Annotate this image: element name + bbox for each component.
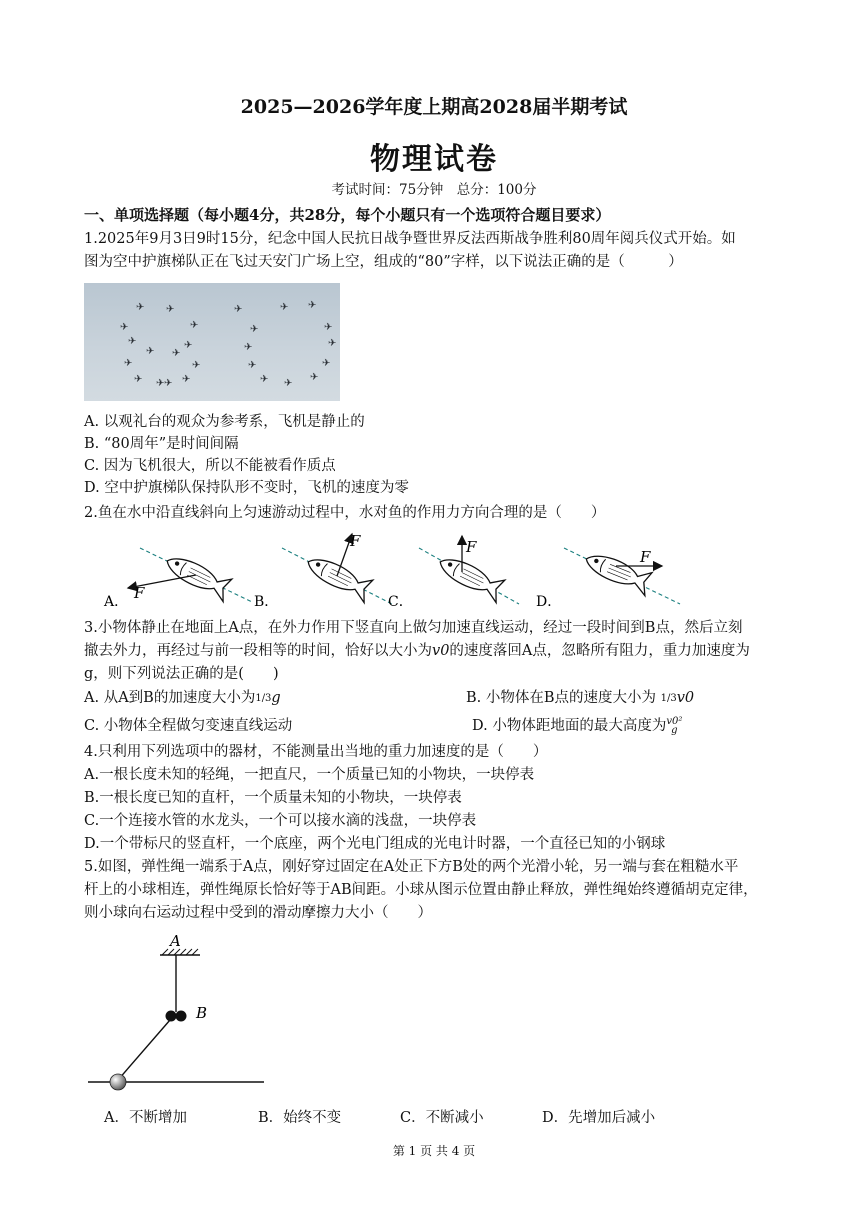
- jet-icon: ✈: [166, 304, 175, 315]
- force-label-b: F: [350, 532, 361, 550]
- jet-icon: ✈: [324, 322, 333, 333]
- q5-option-d: D．先增加后减小: [542, 1110, 656, 1126]
- exam-meta: 考试时间：75分钟 总分：100分: [331, 182, 537, 198]
- jet-icon: ✈: [248, 360, 257, 371]
- q3-option-b: B. 小物体在B点的速度大小为 1/3v0: [466, 690, 695, 706]
- force-label-a: F: [134, 584, 145, 602]
- jet-icon: ✈: [164, 378, 173, 389]
- fish-a: [162, 550, 234, 601]
- jet-icon: ✈: [234, 304, 243, 315]
- q3-option-a: A. 从A到B的加速度大小为1/3g: [84, 690, 281, 706]
- jet-icon: ✈: [192, 360, 201, 371]
- q2-label-a: A．: [104, 594, 129, 610]
- q1-line2: 图为空中护旗梯队正在飞过天安门广场上空，组成的“80”字样，以下说法正确的是（ ）: [84, 254, 683, 270]
- force-label-d: F: [640, 548, 651, 566]
- jet-icon: ✈: [250, 324, 259, 335]
- jet-icon: ✈: [308, 300, 317, 311]
- subject-title: 物理试卷: [370, 142, 498, 177]
- fraction-b: 1/3: [660, 692, 677, 704]
- jet-icon: ✈: [260, 374, 269, 385]
- q4-option-d: D.一个带标尺的竖直杆，一个底座，两个光电门组成的光电计时器，一个直径已知的小钢球: [84, 836, 666, 852]
- pulley-right: [176, 1011, 187, 1022]
- jet-icon: ✈: [128, 336, 137, 347]
- q4-option-a: A.一根长度未知的轻绳，一把直尺，一个质量已知的小物块，一块停表: [84, 767, 535, 783]
- q4-option-c: C.一个连接水管的水龙头，一个可以接水滴的浅盘，一块停表: [84, 813, 477, 829]
- q1-option-a: A. 以观礼台的观众为参考系，飞机是静止的: [84, 414, 365, 430]
- page-footer: 第 1 页 共 4 页: [392, 1144, 476, 1158]
- q5-line2: 杆上的小球相连，弹性绳原长恰好等于AB间距。小球从图示位置由静止释放，弹性绳始终遵循胡克定律，: [84, 882, 758, 898]
- pulley-left: [166, 1011, 177, 1022]
- q2-label-c: C．: [388, 594, 413, 610]
- jet-icon: ✈: [322, 358, 331, 369]
- flyover-photo: [84, 283, 340, 401]
- q5-option-c: C．不断减小: [400, 1110, 484, 1126]
- jet-icon: ✈: [184, 340, 193, 351]
- q3-line2: 撤去外力，再经过与前一段相等的时间，恰好以大小为v0的速度落回A点，忽略所有阻力，重力加速度为: [84, 643, 750, 659]
- fish-c: [435, 551, 507, 602]
- jet-icon: ✈: [284, 378, 293, 389]
- jet-icon: ✈: [280, 302, 289, 313]
- q3-line3: g，则下列说法正确的是( ): [84, 666, 279, 682]
- q5-option-a: A．不断增加: [104, 1110, 187, 1126]
- fraction-d: v0² g: [666, 716, 683, 736]
- q1-line1: 1.2025年9月3日9时15分，纪念中国人民抗日战争暨世界反法西斯战争胜利80周年阅兵仪式开始。如: [84, 231, 736, 247]
- q5-line1: 5.如图，弹性绳一端系于A点，刚好穿过固定在A处正下方B处的两个光滑小轮，另一端与套在粗糙水平: [84, 859, 739, 875]
- jet-icon: ✈: [244, 342, 253, 353]
- jet-icon: ✈: [134, 374, 143, 385]
- force-label-c: F: [466, 538, 477, 556]
- q3-option-d: D. 小物体距地面的最大高度为v0² g: [472, 716, 683, 736]
- jet-icon: ✈: [120, 322, 129, 333]
- point-b-label: B: [196, 1004, 208, 1022]
- point-a-label: A: [170, 932, 181, 950]
- q5-line3: 则小球向右运动过程中受到的滑动摩擦力大小（ ）: [84, 905, 432, 921]
- jet-icon: ✈: [146, 346, 155, 357]
- fish-b: [303, 551, 375, 602]
- ball: [110, 1074, 126, 1090]
- jet-icon: ✈: [310, 372, 319, 383]
- elastic-cord-slant: [118, 1020, 170, 1080]
- jet-icon: ✈: [172, 348, 181, 359]
- jet-icon: ✈: [328, 338, 337, 349]
- jet-icon: ✈: [190, 320, 199, 331]
- exam-title: 2025—2026学年度上期高2028届半期考试: [240, 96, 628, 118]
- jet-icon: ✈: [156, 378, 165, 389]
- q5-diagram: [84, 930, 284, 1098]
- fraction-a: 1/3: [255, 692, 272, 704]
- jet-icon: ✈: [182, 374, 191, 385]
- q3-line1: 3.小物体静止在地面上A点，在外力作用下竖直向上做匀加速直线运动，经过一段时间到B点，然后立刻: [84, 620, 743, 636]
- jet-icon: ✈: [136, 302, 145, 313]
- q5-option-b: B．始终不变: [258, 1110, 342, 1126]
- jet-icon: ✈: [124, 358, 133, 369]
- v0-symbol: v0: [432, 643, 450, 659]
- q1-option-d: D. 空中护旗梯队保持队形不变时，飞机的速度为零: [84, 480, 409, 496]
- q2-label-b: B．: [254, 594, 279, 610]
- q2-fish-diagrams: [84, 528, 704, 613]
- q2-label-d: D．: [536, 594, 562, 610]
- q1-option-c: C. 因为飞机很大，所以不能被看作质点: [84, 458, 336, 474]
- q4-option-b: B.一根长度已知的直杆，一个质量未知的小物块，一块停表: [84, 790, 462, 806]
- section-heading: 一、单项选择题（每小题4分，共28分，每个小题只有一个选项符合题目要求）: [84, 206, 611, 224]
- q4-stem: 4.只利用下列选项中的器材，不能测量出当地的重力加速度的是（ ）: [84, 744, 548, 760]
- q1-option-b: B. “80周年”是时间间隔: [84, 436, 239, 452]
- q3-option-c: C. 小物体全程做匀变速直线运动: [84, 718, 293, 734]
- q2-stem: 2.鱼在水中沿直线斜向上匀速游动过程中，水对鱼的作用力方向合理的是（ ）: [84, 505, 606, 521]
